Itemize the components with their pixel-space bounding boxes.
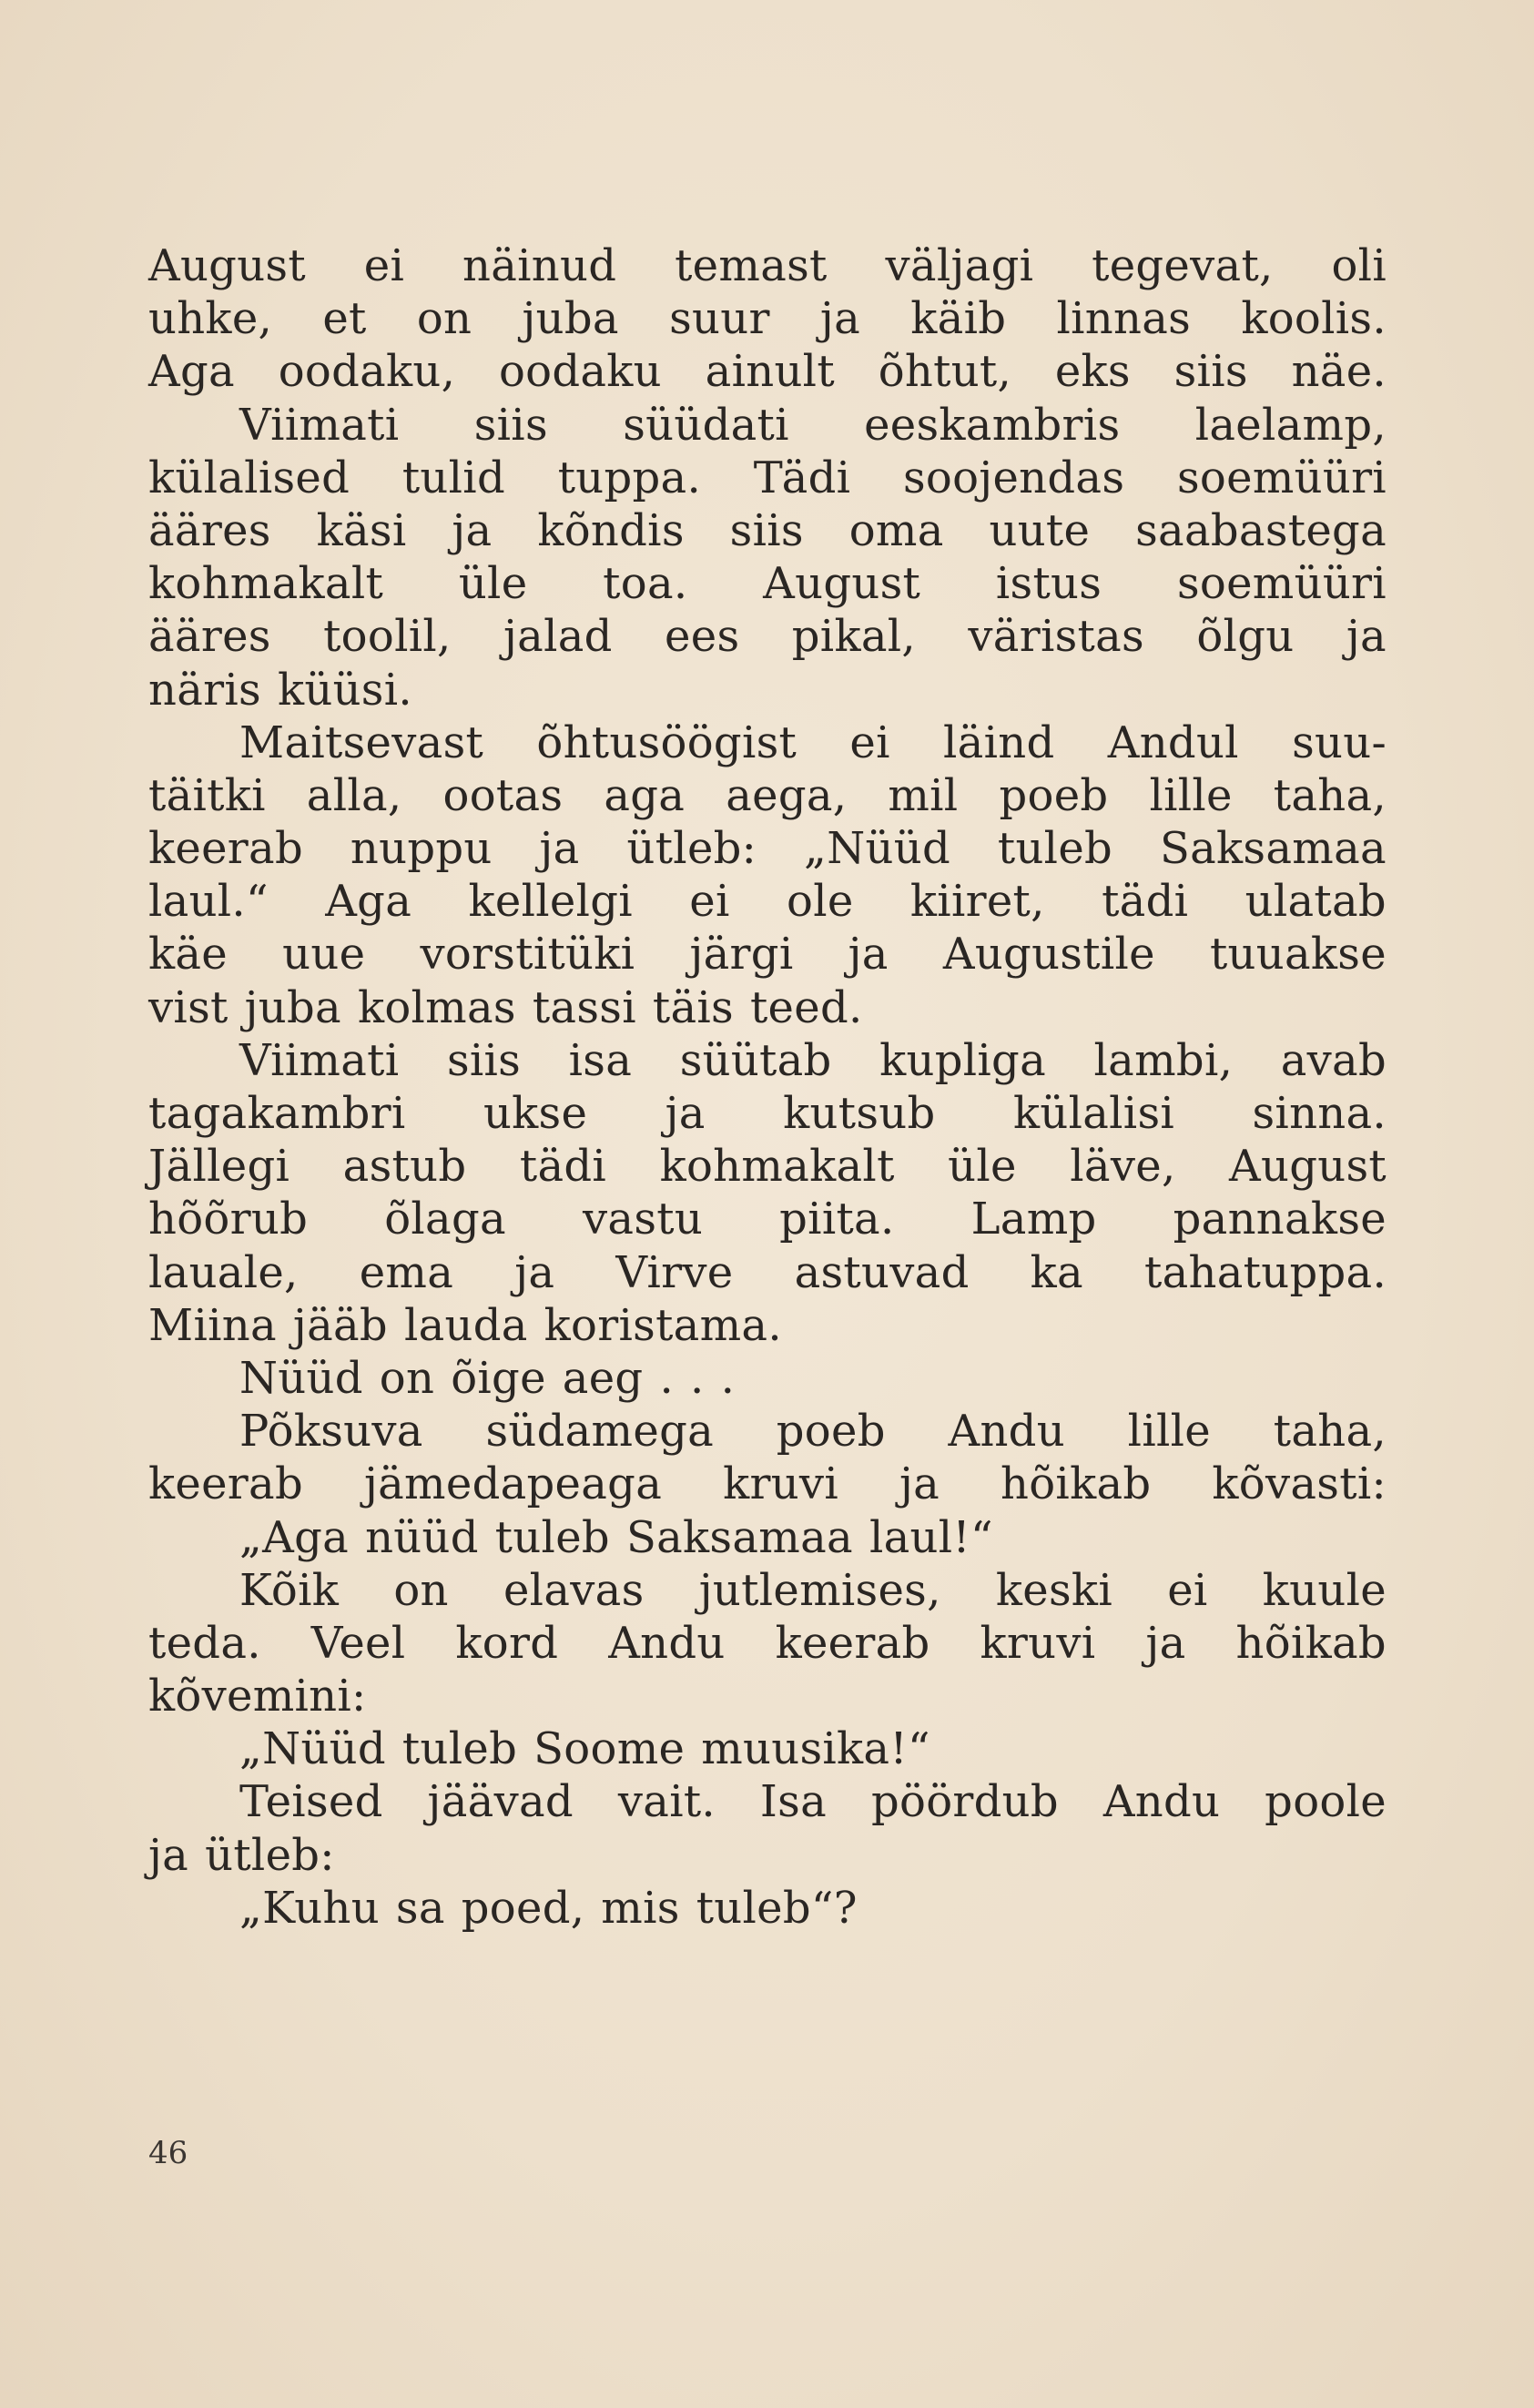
text-line: Nüüd on õige aeg . . . — [239, 1352, 736, 1404]
text-line: laul.“ Aga kellelgi ei ole kiiret, tädi ulatab — [148, 876, 1387, 928]
text-line: ääres toolil, jalad ees pikal, väristas õlgu ja — [148, 611, 1387, 663]
text-line: ja ütleb: — [148, 1829, 335, 1881]
text-line: keerab nuppu ja ütleb: „Nüüd tuleb Saksamaa — [148, 823, 1387, 875]
text-line: käe uue vorstitüki järgi ja Augustile tuuakse — [148, 929, 1387, 980]
text-line: Maitsevast õhtusöögist ei läind Andul suu- — [239, 716, 1387, 768]
text-line: Viimati siis süüdati eeskambris laelamp, — [239, 399, 1387, 451]
text-line: näris küüsi. — [148, 664, 412, 716]
text-line: teda. Veel kord Andu keerab kruvi ja hõikab — [148, 1617, 1387, 1669]
text-line: „Aga nüüd tuleb Saksamaa laul!“ — [239, 1511, 993, 1563]
text-line: „Kuhu sa poed, mis tuleb“? — [239, 1882, 858, 1934]
text-line: Aga oodaku, oodaku ainult õhtut, eks siis näe. — [148, 346, 1387, 398]
text-line: keerab jämedapeaga kruvi ja hõikab kõvasti: — [148, 1458, 1387, 1510]
body-text — [148, 239, 1387, 1935]
text-line: uhke, et on juba suur ja käib linnas koolis. — [148, 293, 1387, 345]
text-line: Põksuva südamega poeb Andu lille taha, — [239, 1406, 1387, 1458]
text-line: kohmakalt üle toa. August istus soemüüri — [148, 558, 1387, 610]
text-line: Viimati siis isa süütab kupliga lambi, avab — [239, 1034, 1387, 1086]
text-line: lauale, ema ja Virve astuvad ka tahatuppa. — [148, 1246, 1387, 1298]
text-line: Miina jääb lauda koristama. — [148, 1299, 782, 1351]
text-line: vist juba kolmas tassi täis teed. — [148, 981, 863, 1033]
text-line: ääres käsi ja kõndis siis oma uute saabastega — [148, 504, 1387, 556]
text-line: täitki alla, ootas aga aega, mil poeb lille taha, — [148, 769, 1387, 821]
text-line: Kõik on elavas jutlemises, keski ei kuule — [239, 1564, 1387, 1616]
text-line: tagakambri ukse ja kutsub külalisi sinna. — [148, 1088, 1387, 1139]
text-line: Teised jäävad vait. Isa pöördub Andu poole — [239, 1776, 1387, 1828]
text-line: hõõrub õlaga vastu piita. Lamp pannakse — [148, 1194, 1387, 1245]
text-line: Jällegi astub tädi kohmakalt üle läve, August — [148, 1141, 1387, 1193]
page-number: 46 — [148, 2135, 188, 2171]
text-line: kõvemini: — [148, 1671, 367, 1722]
text-line: külalised tulid tuppa. Tädi soojendas soemüüri — [148, 452, 1387, 503]
text-line: August ei näinud temast väljagi tegevat, oli — [148, 240, 1387, 291]
text-line: „Nüüd tuleb Soome muusika!“ — [239, 1723, 930, 1775]
